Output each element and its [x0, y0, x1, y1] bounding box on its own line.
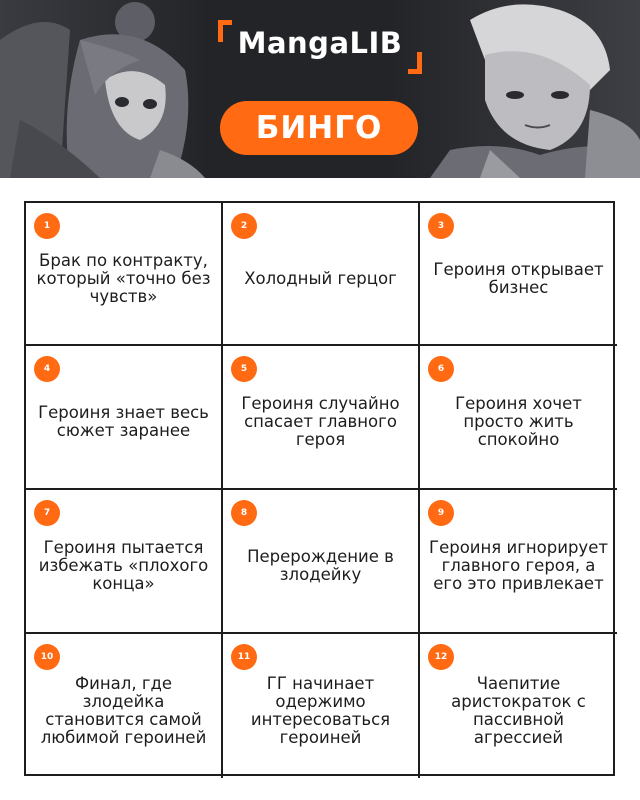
bingo-cell[interactable]: [420, 634, 617, 778]
cell-number-badge: 1: [34, 213, 60, 239]
cell-text: Героиня открывает бизнес: [433, 259, 604, 297]
cell-text: Финал, где злодейка становится самой любимой героиней: [40, 674, 207, 747]
cell-number-badge: 5: [231, 356, 257, 382]
bingo-cell[interactable]: [420, 346, 617, 490]
cell-text: Героиня знает весь сюжет заранее: [38, 403, 209, 440]
cell-text: Чаепитие аристократок с пассивной агрессией: [451, 674, 586, 747]
cell-number-badge: 2: [231, 213, 257, 239]
bingo-cell[interactable]: [420, 490, 617, 634]
bingo-cell[interactable]: [26, 346, 223, 490]
bingo-cell[interactable]: [26, 634, 223, 778]
cell-text: Холодный герцог: [244, 268, 397, 288]
logo-text: MangaLIB: [237, 26, 403, 60]
bingo-cell[interactable]: [223, 490, 420, 634]
cell-number-badge: 8: [231, 500, 257, 526]
cell-text: Героиня игнорирует главного героя, а его это привлекает: [429, 538, 608, 593]
manga-girl-illustration: [0, 0, 210, 178]
bingo-cell[interactable]: [223, 346, 420, 490]
cell-number-badge: 6: [428, 356, 454, 382]
cell-number-badge: 12: [428, 644, 454, 670]
cell-text: Перерождение в злодейку: [247, 547, 394, 584]
mangalib-logo: [218, 20, 422, 74]
cell-number-badge: 4: [34, 356, 60, 382]
cell-number-badge: 9: [428, 500, 454, 526]
cell-number-badge: 11: [231, 644, 257, 670]
bingo-cell[interactable]: [26, 490, 223, 634]
bingo-grid: [24, 201, 615, 776]
bingo-cell[interactable]: [223, 634, 420, 778]
cell-text: Героиня пытается избежать «плохого конца»: [38, 538, 209, 593]
cell-text: Героиня хочет просто жить спокойно: [455, 394, 582, 449]
cell-number-badge: 3: [428, 213, 454, 239]
cell-text: Героиня случайно спасает главного героя: [241, 394, 400, 449]
manga-duke-illustration: [390, 0, 640, 178]
cell-number-badge: 10: [34, 644, 60, 670]
logo-corner-bottom-right: [408, 52, 422, 74]
cell-text: Брак по контракту, который «точно без чувств»: [36, 250, 211, 306]
bingo-cell[interactable]: [26, 203, 223, 346]
bingo-title-badge: БИНГО: [220, 101, 418, 155]
bingo-cell[interactable]: [420, 203, 617, 346]
bingo-cell[interactable]: [223, 203, 420, 346]
header-banner: [0, 0, 640, 178]
cell-text: ГГ начинает одержимо интересоваться героиней: [250, 674, 391, 747]
cell-number-badge: 7: [34, 500, 60, 526]
